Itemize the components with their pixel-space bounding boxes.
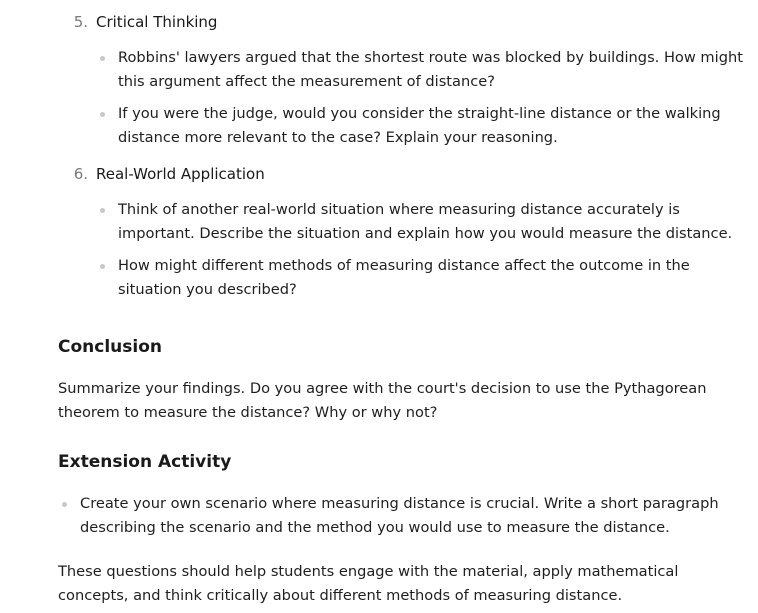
list-item: Create your own scenario where measuring distance is crucial. Write a short paragraph describing the scenario and the method you would use to measure the distance. xyxy=(58,492,748,540)
conclusion-heading: Conclusion xyxy=(58,337,162,357)
list-item: How might different methods of measuring distance affect the outcome in the situation you described? xyxy=(96,254,758,302)
closing-paragraph: These questions should help students engage with the material, apply mathematical concepts, and think critically about different methods of measuring distance. xyxy=(58,563,679,604)
question-item xyxy=(0,10,758,150)
list-item: If you were the judge, would you consider the straight-line distance or the walking distance more relevant to the case? Explain your reasoning. xyxy=(96,102,758,150)
extension-list xyxy=(58,492,748,540)
question-title: Critical Thinking xyxy=(96,13,218,31)
question-title: Real-World Application xyxy=(96,165,265,183)
question-bullets xyxy=(96,46,758,150)
extension-heading: Extension Activity xyxy=(58,452,232,472)
list-item: Robbins' lawyers argued that the shortest route was blocked by buildings. How might this argument affect the measurement of distance? xyxy=(96,46,758,94)
question-number: 6. xyxy=(73,165,88,183)
question-list xyxy=(0,10,758,314)
question-number: 5. xyxy=(73,13,88,31)
conclusion-text: Summarize your findings. Do you agree with the court's decision to use the Pythagorean theorem to measure the distance? Why or why not? xyxy=(58,380,707,421)
list-item: Think of another real-world situation where measuring distance accurately is important. Describe the situation and explain how you would measure the distance. xyxy=(96,198,758,246)
question-bullets xyxy=(96,198,758,302)
question-item xyxy=(0,162,758,302)
